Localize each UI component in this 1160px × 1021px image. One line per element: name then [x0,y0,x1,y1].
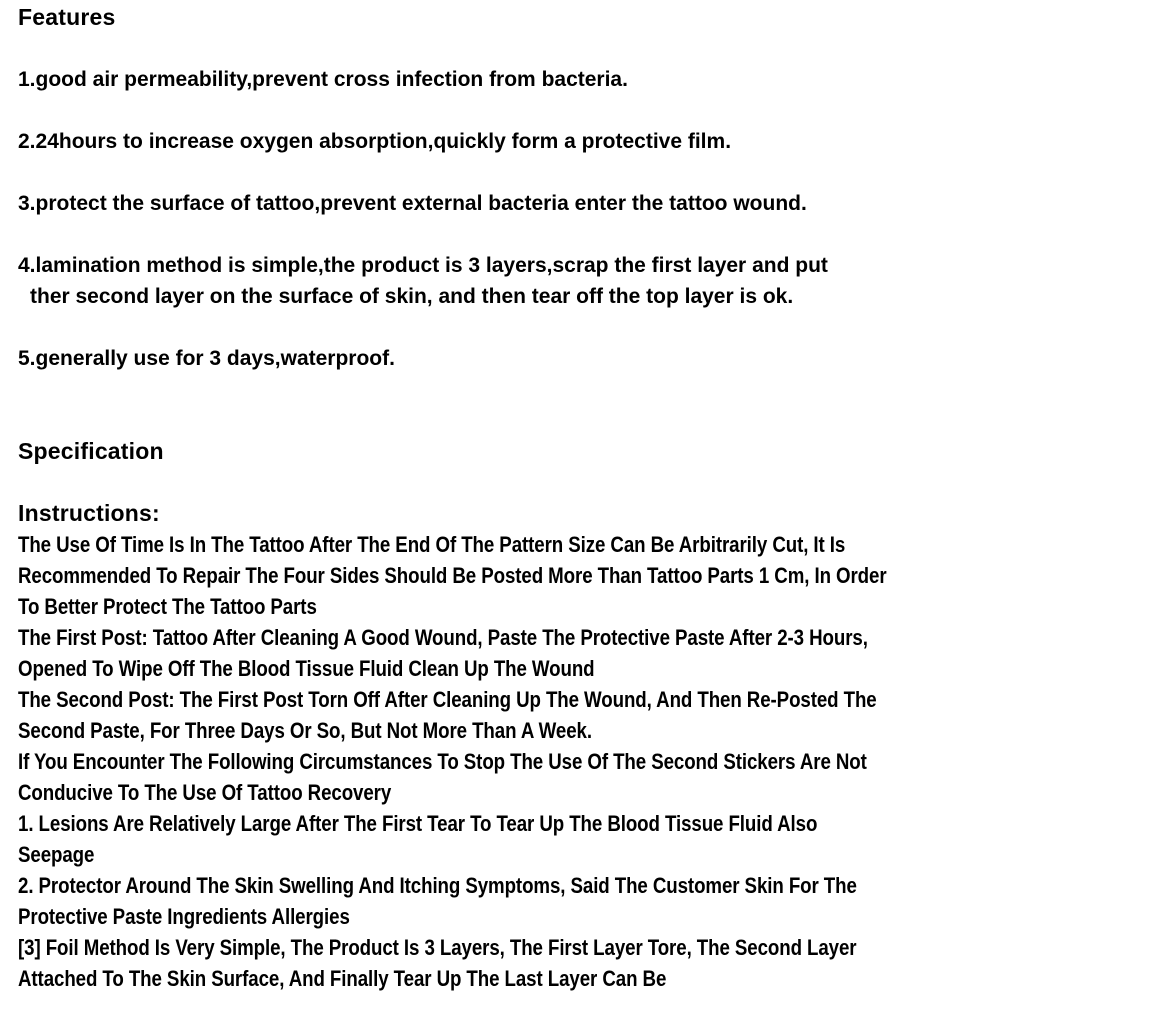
instructions-line-1: The Use Of Time Is In The Tattoo After The End Of The Pattern Size Can Be Arbitrarily Cut, It Is [18,532,846,557]
instructions-line-11: Seepage [18,842,95,867]
instructions-line-7: Second Paste, For Three Days Or So, But Not More Than A Week. [18,718,592,743]
instructions-line-8: If You Encounter The Following Circumstances To Stop The Use Of The Second Stickers Are Not [18,749,867,774]
spacer [18,157,1160,188]
feature-item-4-line-1: 4.lamination method is simple,the product is 3 layers,scrap the first layer and put [18,254,828,277]
feature-item-4-line-2: ther second layer on the surface of skin, and then tear off the top layer is ok. [30,285,794,308]
features-heading: Features [18,4,116,30]
spacer [18,95,1160,126]
feature-item-5: 5.generally use for 3 days,waterproof. [18,347,395,370]
instructions-line-6: The Second Post: The First Post Torn Off After Cleaning Up The Wound, And Then Re-Posted The [18,687,877,712]
instructions-line-4: The First Post: Tattoo After Cleaning A Good Wound, Paste The Protective Paste After 2-3 Hours, [18,625,868,650]
feature-item-3: 3.protect the surface of tattoo,prevent external bacteria enter the tattoo wound. [18,192,807,215]
spacer [18,219,1160,250]
spacer [18,405,1160,436]
spacer [18,33,1160,64]
instructions-line-10: 1. Lesions Are Relatively Large After The First Tear To Tear Up The Blood Tissue Fluid Also [18,811,818,836]
spacer [18,374,1160,405]
instructions-heading: Instructions: [18,500,160,526]
feature-item-2: 2.24hours to increase oxygen absorption,quickly form a protective film. [18,130,732,153]
instructions-line-5: Opened To Wipe Off The Blood Tissue Fluid Clean Up The Wound [18,656,595,681]
spacer [18,467,1160,498]
instructions-line-15: Attached To The Skin Surface, And Finally Tear Up The Last Layer Can Be [18,966,667,991]
instructions-line-3: To Better Protect The Tattoo Parts [18,594,317,619]
spacer [18,312,1160,343]
instructions-line-13: Protective Paste Ingredients Allergies [18,904,350,929]
specification-heading: Specification [18,438,164,464]
feature-item-1: 1.good air permeability,prevent cross infection from bacteria. [18,68,628,91]
instructions-line-14: [3] Foil Method Is Very Simple, The Product Is 3 Layers, The First Layer Tore, The Second Layer [18,935,857,960]
instructions-line-2: Recommended To Repair The Four Sides Should Be Posted More Than Tattoo Parts 1 Cm, In Order [18,563,887,588]
instructions-line-12: 2. Protector Around The Skin Swelling And Itching Symptoms, Said The Customer Skin For The [18,873,857,898]
instructions-line-9: Conducive To The Use Of Tattoo Recovery [18,780,392,805]
